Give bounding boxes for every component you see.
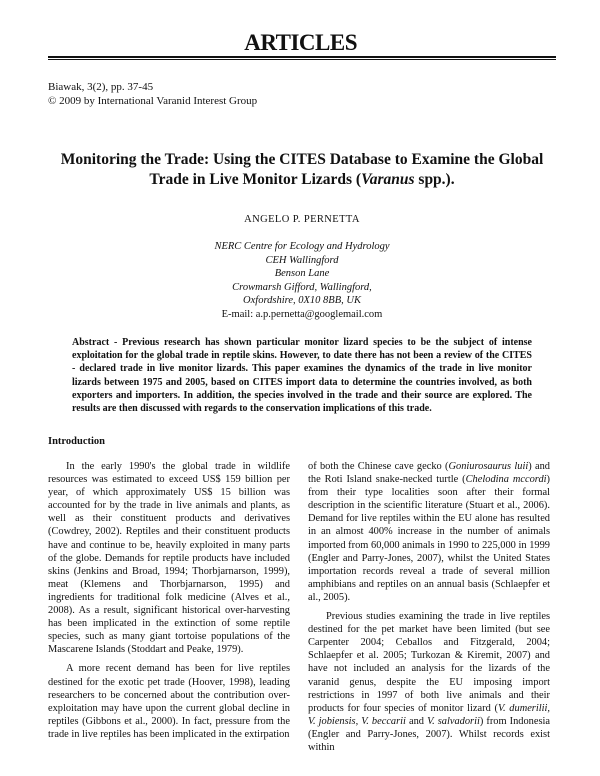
abstract: Abstract - Previous research has shown particular monitor lizard species to be the subject of intense exploitation for the global trade in reptile skins. However, to date there has not been a review of the CITES - declared trade in live monitor lizards. This paper examines the dynamics of the trade in live monitor lizards between 1975 and 2005, based on CITES import data to determine the countries involved, as both exporters and importers. In addition, the species involved in the trade and their source are explored. The results are then discussed with regards to the conservation implications of this trade. (72, 337, 532, 415)
copyright-line: © 2009 by International Varanid Interest Group (48, 95, 258, 107)
section-label: ARTICLES (244, 30, 357, 55)
affiliation-line: Benson Lane (274, 268, 330, 279)
header-rule (48, 56, 556, 58)
author-email: E-mail: a.p.pernetta@googlemail.com (221, 308, 383, 320)
affiliation-line: CEH Wallingford (265, 254, 339, 266)
affiliation (200, 240, 404, 321)
paragraph: of both the Chinese cave gecko (Goniurosaurus luii) and the Roti Island snake-necked turtle (Chelodina mccordi) from their type localities soon after their formal description in the scientific literature (Stuart et al., 2006). Demand for live reptiles within the EU alone has resulted in an almost 400% increase in the number of animals imported from 60,000 animals in 1990 to 225,000 in 1999 (Engler and Parry-Jones, 2007), whilst the United States importation records reveal a trade of several million amphibians and reptiles on an annual basis (Schlaepfer et al., 2005). (308, 461, 550, 603)
title-main: Monitoring the Trade: Using the CITES Database to Examine the Global Trade in Live Monitor Lizards ( (60, 151, 544, 188)
journal-reference: Biawak, 3(2), pp. 37-45 (48, 81, 154, 93)
title-genus: Varanus (361, 171, 415, 188)
paragraph: In the early 1990's the global trade in wildlife resources was estimated to exceed US$ 159 billion per year, of which approximately US$ 15 billion was accounted for by the trade in live animals and plants, as well as their constituent products and derivatives (Cowdrey, 2002). Reptiles and their constituent products have and continue to be, heavily exploited in many parts of the globe. Demands for reptile products have included skins (Jenkins and Broad, 1994; Thorbjarnarson, 1999), meat (Klemens and Thorbjarnarson, 1995) and ingredients for traditional folk medicine (Alves et al., 2008). As a result, significant historical over-harvesting has been implicated in the extinction of some reptile species, such as many giant tortoise populations of the Mascarene Islands (Stoddart and Peake, 1979). (48, 461, 290, 656)
body-column-left (48, 460, 290, 741)
article-title (48, 150, 556, 190)
paragraph: Previous studies examining the trade in live reptiles destined for the pet market have been limited (but see Carpenter 2004; Ceballos and Fitzgerald, 2004; Schlaepfer et al. 2005; Turkozan & Kiremit, 2007) and have not included an analysis for the lizards of the varanid genus, despite the EU imposing import restrictions in 1997 of both live animals and their products for four species of monitor lizard (V. dumerilii, V. jobiensis, V. beccarii and V. salvadorii) from Indonesia (Engler and Parry-Jones, 2007). Whilst records exist within (308, 611, 551, 753)
paragraph: A more recent demand has been for live reptiles destined for the exotic pet trade (Hoover, 1998), leading researchers to be concerned about the contribution over-exploitation may have upon the current global decline in reptiles (Gibbons et al., 2000). In fact, pressure from the trade in live reptiles has been implicated in the extirpation (48, 663, 290, 740)
author-name: ANGELO P. PERNETTA (244, 214, 360, 225)
affiliation-line: NERC Centre for Ecology and Hydrology (214, 241, 390, 252)
title-suffix: spp.). (414, 171, 455, 188)
citation (48, 80, 257, 108)
affiliation-line: Crowmarsh Gifford, Wallingford, (232, 281, 372, 293)
introduction-heading: Introduction (48, 436, 105, 447)
affiliation-line: Oxfordshire, 0X10 8BB, UK (243, 295, 361, 306)
header-rule-thin (48, 59, 556, 60)
body-column-right (308, 460, 550, 754)
